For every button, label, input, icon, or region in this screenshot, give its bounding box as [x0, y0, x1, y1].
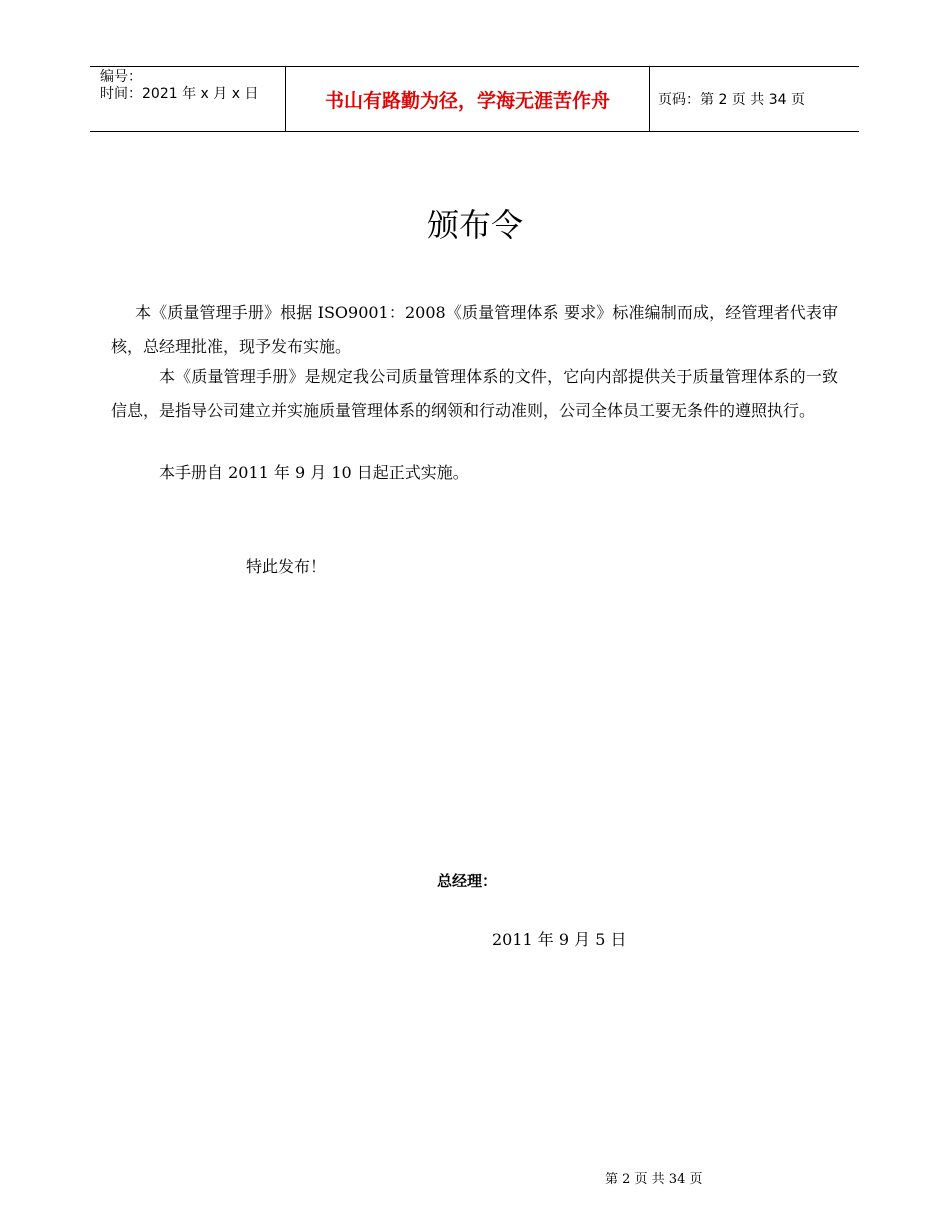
document-number-label: 编号： — [100, 69, 142, 85]
paragraph-3: 本手册自 2011 年 9 月 10 日起正式实施。 — [159, 463, 469, 482]
announcement: 特此发布！ — [246, 557, 327, 576]
paragraph-1: 本《质量管理手册》根据 ISO9001：2008《质量管理体系 要求》标准编制而成，经管理者代表审核，总经理批准，现予发布实施。 — [111, 303, 838, 356]
header-page-info: 页码：第 2 页 共 34 页 — [658, 92, 805, 108]
header-motto: 书山有路勤为径，学海无涯苦作舟 — [286, 67, 650, 131]
footer-page-number: 第 2 页 共 34 页 — [605, 1172, 703, 1187]
paragraph-2: 本《质量管理手册》是规定我公司质量管理体系的文件，它向内部提供关于质量管理体系的一致信息，是指导公司建立并实施质量管理体系的纲领和行动准则，公司全体员工要无条件的遵照执行。 — [111, 367, 838, 420]
header-table — [90, 66, 859, 132]
document-title: 颁布令 — [426, 206, 523, 244]
document-time: 时间：2021 年 x 月 x 日 — [100, 86, 259, 102]
signature-date: 2011 年 9 月 5 日 — [492, 930, 627, 949]
header-meta-cell — [90, 67, 286, 131]
signature-label: 总经理： — [437, 872, 498, 890]
